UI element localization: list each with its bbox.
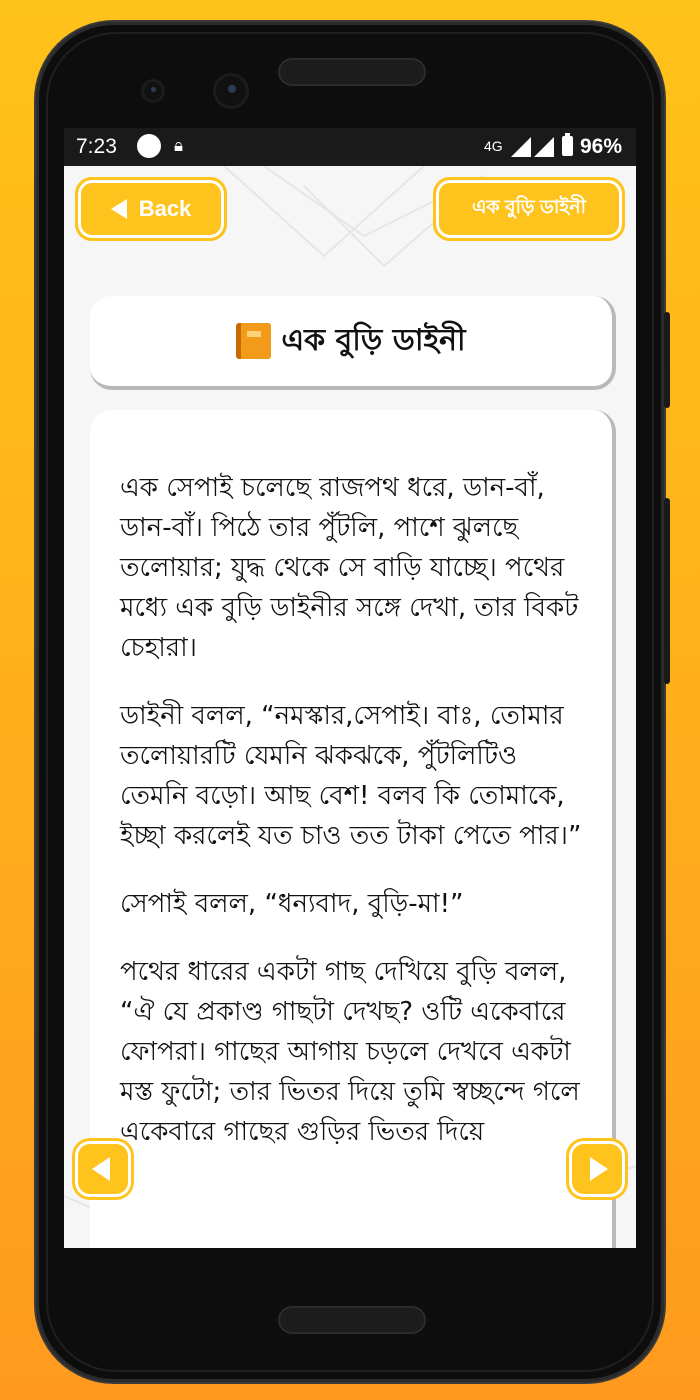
back-button-label: Back: [138, 196, 192, 221]
story-title: এক বুড়ি ডাইনী: [281, 322, 466, 358]
volume-button: [664, 312, 670, 408]
story-title-button[interactable]: [436, 180, 622, 238]
story-title-button-label: এক বুড়ি ডাইনী: [471, 197, 587, 218]
signal-icon: [511, 137, 531, 157]
story-text: [120, 468, 582, 1180]
signal-icon-2: [534, 137, 554, 157]
previous-page-button[interactable]: [78, 1144, 128, 1194]
bottom-speaker: [278, 1306, 426, 1334]
back-arrow-icon: [111, 199, 127, 219]
story-paragraph: সেপাই বলল, “ধন্যবাদ, বুড়ি-মা!”: [120, 889, 464, 919]
arrow-left-icon: [92, 1157, 110, 1181]
status-time: 7:23: [76, 135, 117, 158]
battery-icon: [562, 136, 573, 156]
book-icon: [236, 323, 271, 359]
back-button[interactable]: [78, 180, 224, 238]
notification-dot-icon: [137, 134, 161, 158]
story-paragraph: এক সেপাই চলেছে রাজপথ ধরে, ডান-বাঁ, ডান-বাঁ। পিঠে তার পুঁটলি, পাশে ঝুলছে তলোয়ার; যুদ্ধ থেকে সে বাড়ি যাচ্ছে। পথের মধ্যে এক বুড়ি ডাইনীর সঙ্গে দেখা, তার বিকট চেহারা।: [120, 473, 579, 663]
front-sensor-icon: [216, 76, 246, 106]
story-header-card: [90, 296, 616, 390]
earpiece-speaker: [278, 58, 426, 86]
arrow-right-icon: [590, 1157, 608, 1181]
story-paragraph: ডাইনী বলল, “নমস্কার,সেপাই। বাঃ, তোমার তলোয়ারটি যেমনি ঝকঝকে, পুঁটলিটিও তেমনি বড়ো। আছ বেশ! বলব কি তোমাকে, ইচ্ছা করলেই যত চাও তত টাকা পেতে পার।”: [120, 701, 582, 851]
front-camera-icon: [144, 82, 162, 100]
status-bar: [64, 128, 636, 166]
power-button: [664, 498, 670, 684]
story-paragraph: পথের ধারের একটা গাছ দেখিয়ে বুড়ি বলল, “ঐ যে প্রকাণ্ড গাছটা দেখছ? ওটি একেবারে ফোপরা। গাছের আগায় চড়লে দেখবে একটা মস্ত ফুটো; তার ভিতর দিয়ে তুমি স্বচ্ছন্দে গলে একেবারে গাছের গুড়ির ভিতর দিয়ে: [120, 957, 580, 1147]
next-page-button[interactable]: [572, 1144, 622, 1194]
network-type: 4G: [484, 138, 503, 154]
lock-icon: 🔒︎: [174, 136, 184, 155]
screen: [64, 128, 636, 1248]
battery-percent: 96%: [580, 135, 623, 158]
